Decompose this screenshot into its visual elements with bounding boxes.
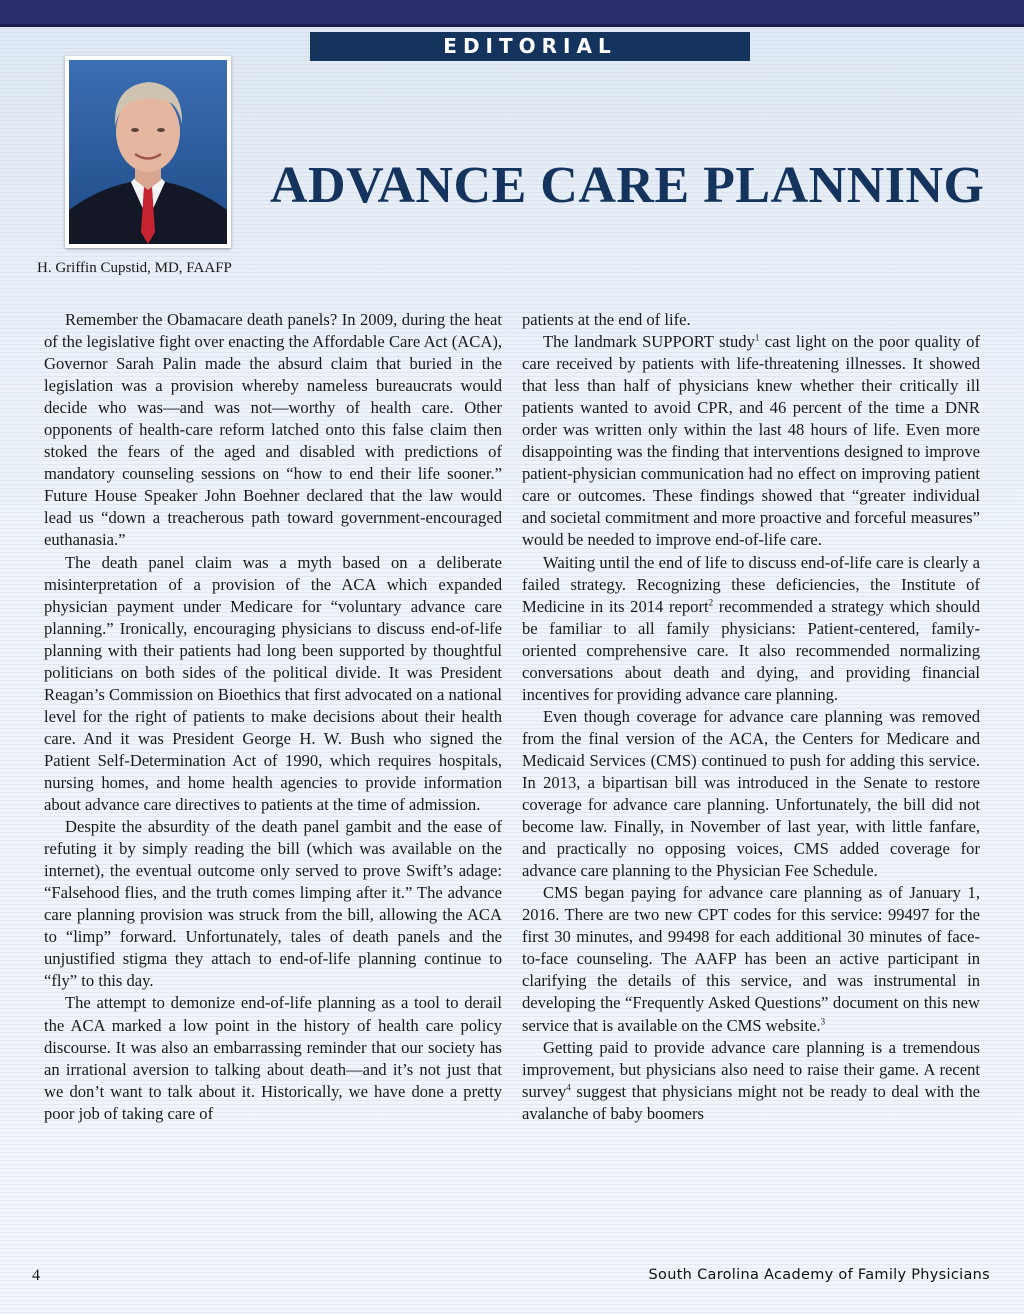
reference-marker: 2: [708, 597, 714, 608]
reference-marker: 3: [820, 1015, 826, 1026]
publication-name: South Carolina Academy of Family Physicians: [648, 1267, 990, 1283]
paragraph-cms-payment: CMS began paying for advance care planning as of January 1, 2016. There are two new CPT codes for this service: 99497 for the first 30 minutes, and 99498 for each additional 30 minutes of face-to-face counseling. The AAFP has been an active participant in clarifying the details of this service, and was instrumental in developing the “Frequently Asked Questions” document on this new service that is available on the CMS website.$^3$: [522, 883, 980, 1035]
author-byline: H. Griffin Cupstid, MD, FAAFP: [37, 260, 232, 276]
paragraph-myth: The death panel claim was a myth based on a deliberate misinterpretation of a provision of the ACA which expanded physician payment under Medicare for “voluntary advance care planning.” Ironically, encouraging physicians to discuss end-of-life planning with their patients had long been supported by thoughtful politicians on both sides of the political divide. It was President Reagan’s Commission on Bioethics that first advocated on a national level for the right of patients to make decisions about their health care. And it was President George H. W. Bush who signed the Patient Self-Determination Act of 1990, which requires hospitals, nursing homes, and home health agencies to provide information about advance care directives to patients at the time of admission.: [44, 552, 502, 815]
reference-marker: 4: [566, 1082, 571, 1093]
body-column-left: [44, 309, 502, 1219]
paragraph-absurdity: Despite the absurdity of the death panel gambit and the ease of refuting it by simply reading the bill (which was available on the internet), the eventual outcome only served to prove Swift’s adage: “Falsehood flies, and the truth comes limping after it.” The advance care planning provision was struck from the bill, allowing the ACA to “limp” forward. Unfortunately, tales of death panels and the unjustified stigma they attach to end-of-life planning continue to “fly” to this day.: [44, 817, 502, 991]
paragraph-demonize: The attempt to demonize end-of-life planning as a tool to derail the ACA marked a low point in the history of health care policy discourse. It was also an embarrassing reminder that our society has an irrational aversion to talking about death—and it’s not just that we don’t want to talk about it. Historically, we have done a pretty poor job of taking care of: [44, 993, 502, 1123]
article-headline: ADVANCE CARE PLANNING: [270, 157, 985, 214]
paragraph-coverage: Even though coverage for advance care planning was removed from the final version of the ACA, the Centers for Medicare and Medicaid Services (CMS) continued to push for adding this service. In 2013, a bipartisan bill was introduced in the Senate to restore coverage for advance care planning. Unfortunately, the bill did not become law. Finally, in November of last year, with little fanfare, and practically no opposing voices, CMS added coverage for advance care planning to the Physician Fee Schedule.: [522, 706, 980, 881]
top-bar: [0, 0, 1024, 27]
reference-marker: 1: [754, 332, 760, 343]
author-photo: [65, 56, 231, 248]
paragraph-continuation: patients at the end of life.: [522, 310, 691, 329]
body-column-right: [522, 309, 980, 1219]
paragraph-survey: Getting paid to provide advance care planning is a tremendous improvement, but physicians also need to raise their game. A recent survey$^4$ suggest that physicians might not be ready to deal with the avalanche of baby boomers: [522, 1037, 980, 1123]
section-banner: EDITORIAL: [310, 32, 750, 61]
page-number: 4: [32, 1267, 40, 1284]
paragraph-support-study: The landmark SUPPORT study$^1$ cast light on the poor quality of care received by patients with life-threatening illnesses. It showed that less than half of physicians knew whether their critically ill patients wanted to avoid CPR, and 46 percent of the time a DNR order was written only within the last 48 hours of life. Even more disappointing was the finding that interventions designed to improve patient-physician communication had no effect on improving patient care or outcomes. These findings showed that “greater individual and societal commitment and more proactive and forceful measures” would be needed to improve end-of-life care.: [522, 332, 980, 550]
paragraph-iom-report: Waiting until the end of life to discuss end-of-life care is clearly a failed strategy. Recognizing these deficiencies, the Institute of Medicine in its 2014 report$^2$ recommended a strategy which should be familiar to all family physicians: Patient-centered, family-oriented comprehensive care. It also recommended normalizing conversations about death and dying, and providing financial incentives for providing advance care planning.: [522, 552, 981, 704]
paragraph-death-panels: Remember the Obamacare death panels? In 2009, during the heat of the legislative fight over enacting the Affordable Care Act (ACA), Governor Sarah Palin made the absurd claim that buried in the legislation was a provision whereby nameless bureaucrats would decide who was—and was not—worthy of health care. Other opponents of health-care reform latched onto this false claim then stoked the fears of the aged and disabled with predictions of mandatory counseling sessions on “how to end their life sooner.” Future House Speaker John Boehner declared that the law would lead us “down a treacherous path toward government-encouraged euthanasia.”: [44, 310, 502, 550]
